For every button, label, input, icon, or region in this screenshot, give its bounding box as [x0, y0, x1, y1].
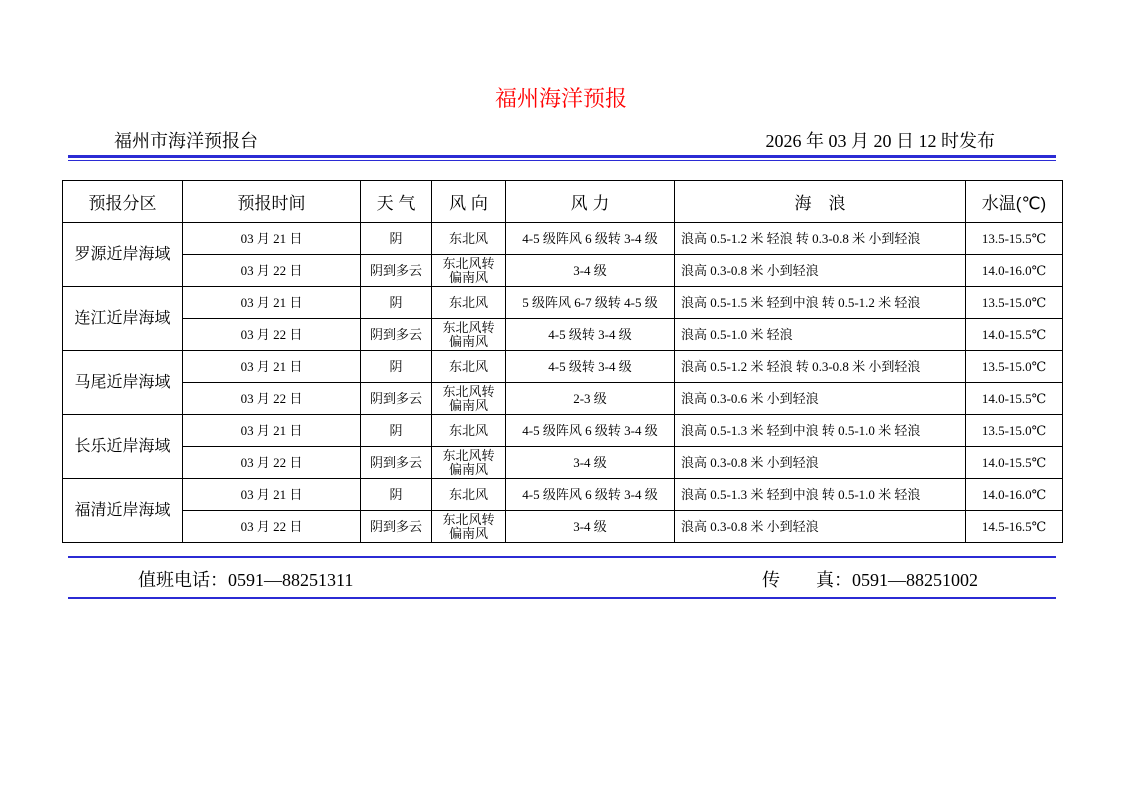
wind-direction: 东北风 — [432, 351, 506, 383]
wind-force: 3-4 级 — [506, 255, 675, 287]
footer-rule-bottom — [68, 597, 1056, 599]
forecast-time: 03 月 21 日 — [183, 223, 361, 255]
forecast-time: 03 月 21 日 — [183, 351, 361, 383]
weather: 阴到多云 — [361, 255, 432, 287]
footer-rule-top — [68, 556, 1056, 558]
waves: 浪高 0.5-1.2 米 轻浪 转 0.3-0.8 米 小到轻浪 — [675, 351, 966, 383]
wind-force: 4-5 级阵风 6 级转 3-4 级 — [506, 415, 675, 447]
forecast-time: 03 月 21 日 — [183, 287, 361, 319]
waves: 浪高 0.5-1.5 米 轻到中浪 转 0.5-1.2 米 轻浪 — [675, 287, 966, 319]
wind-force: 2-3 级 — [506, 383, 675, 415]
zone-name: 长乐近岸海域 — [63, 415, 183, 479]
column-header-waves: 海 浪 — [675, 181, 966, 223]
forecast-time: 03 月 21 日 — [183, 415, 361, 447]
waves: 浪高 0.3-0.6 米 小到轻浪 — [675, 383, 966, 415]
table-row — [63, 319, 1063, 351]
waves: 浪高 0.5-1.0 米 轻浪 — [675, 319, 966, 351]
table-row — [63, 447, 1063, 479]
wind-direction: 东北风转偏南风 — [432, 383, 506, 415]
water-temp: 14.5-16.5℃ — [966, 511, 1063, 543]
column-header-time: 预报时间 — [183, 181, 361, 223]
wind-force: 4-5 级转 3-4 级 — [506, 351, 675, 383]
waves: 浪高 0.5-1.3 米 轻到中浪 转 0.5-1.0 米 轻浪 — [675, 479, 966, 511]
wind-direction: 东北风 — [432, 479, 506, 511]
wind-direction: 东北风转偏南风 — [432, 511, 506, 543]
weather: 阴 — [361, 479, 432, 511]
duty-phone: 值班电话：0591—88251311 — [138, 570, 354, 590]
wind-direction: 东北风转偏南风 — [432, 255, 506, 287]
weather: 阴 — [361, 351, 432, 383]
water-temp: 14.0-16.0℃ — [966, 479, 1063, 511]
table-row — [63, 287, 1063, 319]
forecast-time: 03 月 21 日 — [183, 479, 361, 511]
wind-direction: 东北风 — [432, 415, 506, 447]
wind-direction: 东北风转偏南风 — [432, 447, 506, 479]
zone-name: 福清近岸海域 — [63, 479, 183, 543]
weather: 阴 — [361, 223, 432, 255]
forecast-table — [62, 180, 1063, 543]
weather: 阴 — [361, 287, 432, 319]
header-rule-thick — [68, 155, 1056, 158]
wind-force: 4-5 级阵风 6 级转 3-4 级 — [506, 479, 675, 511]
wind-direction: 东北风 — [432, 223, 506, 255]
water-temp: 13.5-15.0℃ — [966, 351, 1063, 383]
wind-direction: 东北风转偏南风 — [432, 319, 506, 351]
column-header-weather: 天 气 — [361, 181, 432, 223]
weather: 阴到多云 — [361, 319, 432, 351]
forecast-time: 03 月 22 日 — [183, 511, 361, 543]
column-header-wind-force: 风 力 — [506, 181, 675, 223]
forecast-time: 03 月 22 日 — [183, 447, 361, 479]
wind-force: 4-5 级阵风 6 级转 3-4 级 — [506, 223, 675, 255]
forecast-time: 03 月 22 日 — [183, 383, 361, 415]
table-row — [63, 511, 1063, 543]
column-header-wind-direction: 风 向 — [432, 181, 506, 223]
table-row — [63, 415, 1063, 447]
weather: 阴到多云 — [361, 511, 432, 543]
table-row — [63, 351, 1063, 383]
wind-force: 4-5 级转 3-4 级 — [506, 319, 675, 351]
waves: 浪高 0.3-0.8 米 小到轻浪 — [675, 511, 966, 543]
table-row — [63, 255, 1063, 287]
issue-time: 2026 年 03 月 20 日 12 时发布 — [765, 131, 995, 151]
weather: 阴到多云 — [361, 447, 432, 479]
wind-force: 5 级阵风 6-7 级转 4-5 级 — [506, 287, 675, 319]
waves: 浪高 0.5-1.2 米 轻浪 转 0.3-0.8 米 小到轻浪 — [675, 223, 966, 255]
water-temp: 13.5-15.0℃ — [966, 287, 1063, 319]
table-row — [63, 223, 1063, 255]
zone-name: 连江近岸海域 — [63, 287, 183, 351]
column-header-zone: 预报分区 — [63, 181, 183, 223]
forecast-time: 03 月 22 日 — [183, 255, 361, 287]
page-title: 福州海洋预报 — [494, 86, 627, 111]
table-header-row — [63, 181, 1063, 223]
forecast-time: 03 月 22 日 — [183, 319, 361, 351]
waves: 浪高 0.5-1.3 米 轻到中浪 转 0.5-1.0 米 轻浪 — [675, 415, 966, 447]
water-temp: 14.0-15.5℃ — [966, 383, 1063, 415]
table-row — [63, 479, 1063, 511]
column-header-water-temp: 水温(℃) — [966, 181, 1063, 223]
wind-direction: 东北风 — [432, 287, 506, 319]
table-row — [63, 383, 1063, 415]
zone-name: 马尾近岸海域 — [63, 351, 183, 415]
header-rule-thin — [68, 160, 1056, 161]
waves: 浪高 0.3-0.8 米 小到轻浪 — [675, 255, 966, 287]
water-temp: 14.0-16.0℃ — [966, 255, 1063, 287]
wind-force: 3-4 级 — [506, 511, 675, 543]
zone-name: 罗源近岸海域 — [63, 223, 183, 287]
weather: 阴到多云 — [361, 383, 432, 415]
water-temp: 14.0-15.5℃ — [966, 447, 1063, 479]
wind-force: 3-4 级 — [506, 447, 675, 479]
issuer-name: 福州市海洋预报台 — [114, 131, 258, 151]
weather: 阴 — [361, 415, 432, 447]
water-temp: 14.0-15.5℃ — [966, 319, 1063, 351]
water-temp: 13.5-15.5℃ — [966, 223, 1063, 255]
fax-number: 传 真：0591—88251002 — [762, 570, 978, 590]
water-temp: 13.5-15.0℃ — [966, 415, 1063, 447]
waves: 浪高 0.3-0.8 米 小到轻浪 — [675, 447, 966, 479]
